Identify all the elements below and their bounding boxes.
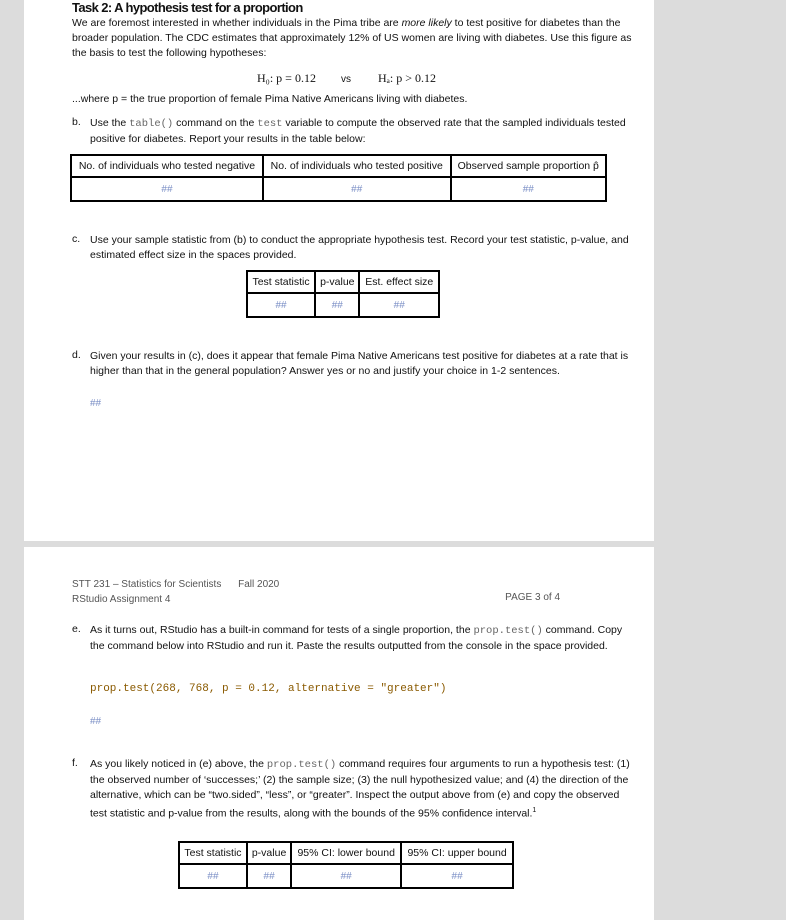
table-b-cell[interactable]: ##	[71, 177, 263, 201]
table-f	[178, 841, 514, 889]
question-d-label: d.	[72, 349, 81, 361]
question-d-text: Given your results in (c), does it appear that female Pima Native Americans test positive for diabetes at a rate that is higher than that in the general population? Answer yes or no and justify your choice in 1-2 sentences.	[90, 350, 629, 377]
answer-e[interactable]: ##	[90, 716, 102, 727]
question-c-label: c.	[72, 233, 81, 245]
vs-label: vs	[340, 74, 351, 85]
course-name: STT 231 – Statistics for Scientists	[72, 579, 222, 590]
table-f-header: 95% CI: upper bound	[401, 842, 513, 864]
question-b-label: b.	[72, 116, 81, 128]
table-f-header: Test statistic	[179, 842, 247, 864]
table-c	[246, 270, 440, 318]
document-page	[24, 0, 654, 541]
table-f-cell[interactable]: ##	[291, 864, 401, 888]
null-hypothesis: H₀: p = 0.12	[257, 71, 316, 85]
table-b-cell[interactable]: ##	[451, 177, 606, 201]
table-c-header: Test statistic	[247, 271, 315, 293]
table-f-cell[interactable]: ##	[401, 864, 513, 888]
code-snippet[interactable]: prop.test(268, 768, p = 0.12, alternative = "greater")	[90, 683, 447, 695]
page-header	[72, 577, 279, 607]
table-f-cell[interactable]: ##	[247, 864, 291, 888]
table-c-header: Est. effect size	[359, 271, 439, 293]
table-c-cell[interactable]: ##	[315, 293, 359, 317]
table-b-cell[interactable]: ##	[263, 177, 451, 201]
question-e-label: e.	[72, 623, 81, 635]
document-page	[24, 547, 654, 920]
question-e-text: As it turns out, RStudio has a built-in command for tests of a single proportion, the prop.test() command. Copy the command below into RStudio and run it. Paste the results outputted from the console in the space provided.	[90, 624, 623, 652]
question-f-text: As you likely noticed in (e) above, the prop.test() command requires four arguments to run a hypothesis test: (1) the observed number of ‘successes;’ (2) the sample size; (3) the null hypothesized value; and (4) the direction of the alternative, which can be “two.sided”, “less”, or “greater”. Inspect the output above from (e) and copy the observed test statistic and p-value from the results, along with the bounds of the 95% confidence interval.$^1$	[90, 758, 630, 820]
question-f-label: f.	[72, 757, 78, 769]
alt-hypothesis: Hₐ: p > 0.12	[377, 71, 437, 85]
task-title: Task 2: A hypothesis test for a proportion	[72, 0, 303, 15]
task-intro: We are foremost interested in whether individuals in the Pima tribe are more likely to test positive for diabetes than the broader population. The CDC estimates that approximately 12% of US women are living with diabetes. Use this figure as the basis to test the following hypotheses:	[72, 17, 632, 59]
question-c-text: Use your sample statistic from (b) to conduct the appropriate hypothesis test. Record your test statistic, p-value, and estimated effect size in the spaces provided.	[90, 234, 629, 261]
table-c-cell[interactable]: ##	[359, 293, 439, 317]
question-b-text: Use the table() command on the test variable to compute the observed rate that the sampled individuals tested positive for diabetes. Report your results in the table below:	[90, 117, 626, 145]
page-number: PAGE 3 of 4	[505, 592, 560, 603]
parameter-definition: ...where p = the true proportion of female Pima Native Americans living with diabetes.	[72, 93, 468, 105]
table-b-header: Observed sample proportion p̂	[451, 155, 606, 177]
footnote-marker: 1	[532, 807, 537, 814]
hypotheses	[257, 71, 436, 86]
table-b	[70, 154, 607, 202]
table-b-header: No. of individuals who tested positive	[263, 155, 451, 177]
answer-d[interactable]: ##	[90, 398, 102, 409]
table-c-header: p-value	[315, 271, 359, 293]
table-c-cell[interactable]: ##	[247, 293, 315, 317]
table-b-header: No. of individuals who tested negative	[71, 155, 263, 177]
term: Fall 2020	[238, 579, 280, 590]
assignment-name: RStudio Assignment 4	[72, 594, 171, 605]
table-f-cell[interactable]: ##	[179, 864, 247, 888]
table-f-header: p-value	[247, 842, 291, 864]
table-f-header: 95% CI: lower bound	[291, 842, 401, 864]
